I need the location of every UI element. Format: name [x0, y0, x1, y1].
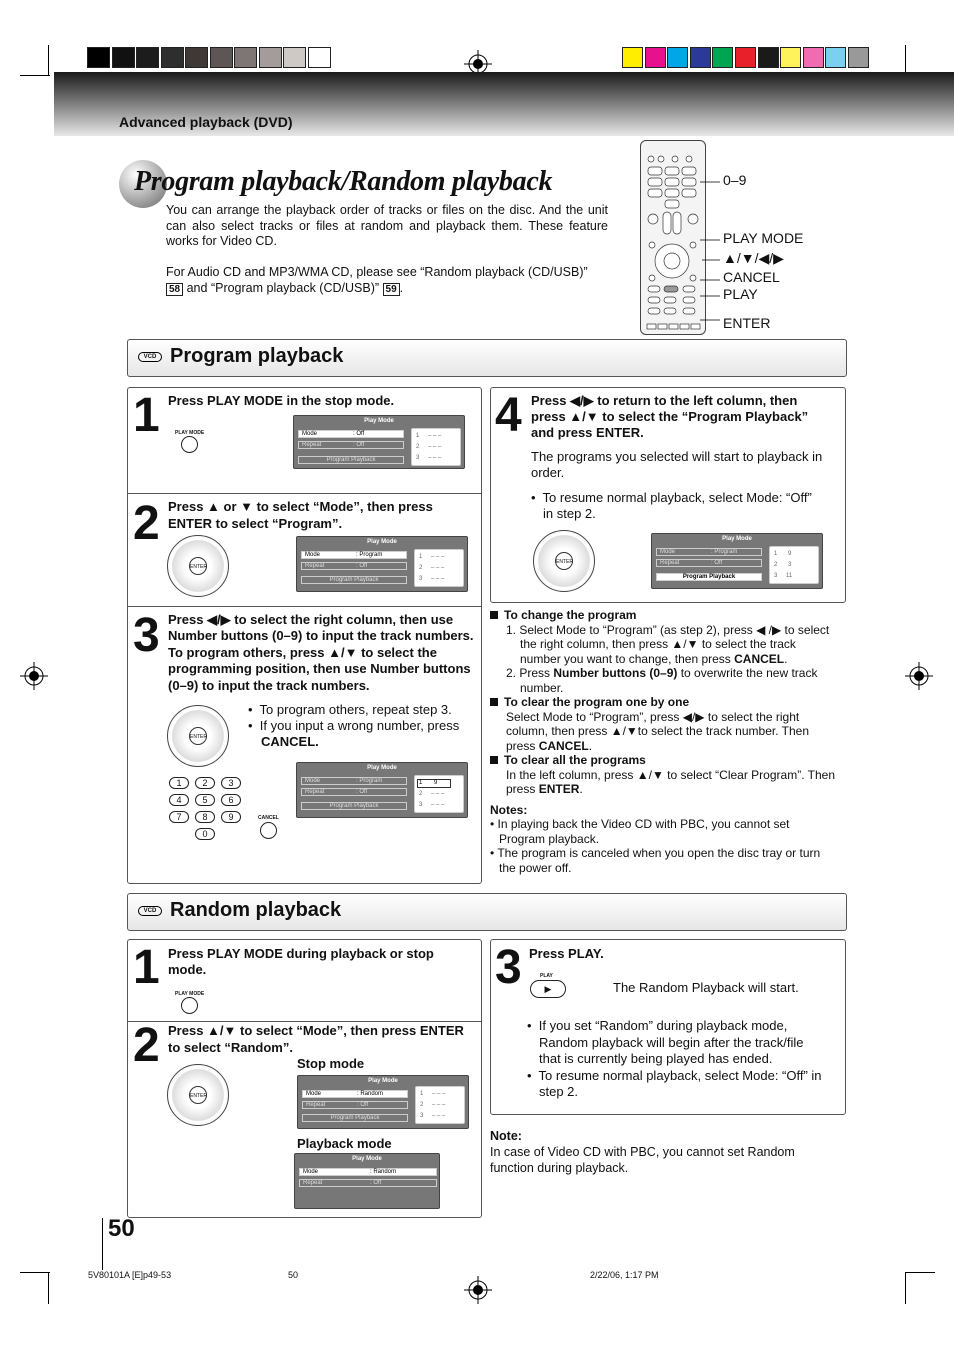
color-swatch: [690, 47, 711, 68]
remote-control-illustration: [640, 140, 706, 335]
registration-mark-icon: [905, 662, 933, 690]
step-number: 3: [495, 941, 520, 994]
crop-mark: [905, 45, 906, 75]
page-ref-badge: 58: [166, 283, 183, 296]
program-step4-text: Press ◀/▶ to return to the left column, then press ▲/▼ to select the “Program Playback” and press ENTER.: [531, 393, 809, 440]
color-swatch: [735, 47, 756, 68]
step-number: 2: [133, 1019, 158, 1072]
crop-mark: [905, 1272, 906, 1304]
color-swatch: [825, 47, 846, 68]
page-title: Program playback/Random playback: [134, 166, 553, 197]
program-step1-text: Press PLAY MODE in the stop mode.: [168, 393, 395, 408]
page-number: 50: [108, 1215, 135, 1242]
crop-mark: [20, 75, 50, 76]
color-swatch: [848, 47, 869, 68]
intro-paragraph: You can arrange the playback order of tracks or files on the disc. And the unit can also select tracks or files at random and playback them. These feature works for Video CD.: [166, 203, 608, 248]
number-key: 9: [221, 811, 241, 823]
color-swatch: [667, 47, 688, 68]
number-key: 5: [195, 794, 215, 806]
play-mode-button: [181, 436, 198, 453]
crop-mark: [48, 45, 49, 75]
enter-dial-icon: ENTER: [167, 535, 229, 597]
play-mode-screen: Play Mode Mode : Off Repeat : Off Program Playback 1 2 3 – – – – – – – – –: [293, 415, 465, 469]
remote-label-numbers: 0–9: [723, 172, 747, 188]
play-mode-screen: Play Mode Mode : Program Repeat : Off Program Playback 1 2 3 9 3 11: [651, 533, 823, 589]
program-step2-text: Press ▲ or ▼ to select “Mode”, then press ENTER to select “Program”.: [168, 499, 433, 531]
program-tips: To change the program 1. Select Mode to “Program” (as step 2), press ◀ /▶ to select the right column, then press ▲/▼ to select the track number you want to change, then press CANCEL. 2. Press Number buttons (0–9) to overwrite the new track number. To clear the program one by one Select Mode to “Program”, press ◀/▶ to select the right column, then press ▲/▼to select the track number. Then press CANCEL. To clear all the programs In the left column, press ▲/▼ to select “Clear Program”. Then press ENTER. Notes: • In playing back the Video CD with PBC, you cannot set Program playback. • The program is canceled when you open the disc tray or turn the power off.: [490, 608, 835, 875]
play-mode-button-label: PLAY MODE: [175, 991, 205, 997]
program-step3-text: Press ◀/▶ to select the right column, then use Number buttons (0–9) to input the track numbers. To program others, press ▲/▼ to select the programming position, then use Number buttons (0–9) to input the track numbers.: [168, 612, 474, 693]
program-step4-bullet: • To resume normal playback, select Mode: “Off” in step 2.: [531, 490, 812, 521]
step-number: 1: [133, 389, 158, 442]
number-key: 7: [169, 811, 189, 823]
number-key: 1: [169, 777, 189, 789]
vcd-badge-icon: VCD: [138, 352, 162, 362]
step-number: 2: [133, 497, 158, 550]
color-swatch: [645, 47, 666, 68]
random-playback-heading-band: [127, 893, 847, 931]
color-swatch: [259, 47, 282, 68]
intro-reference: For Audio CD and MP3/WMA CD, please see “Random playback (CD/USB)” 58 and “Program playback (CD/USB)” 59 .: [166, 265, 588, 295]
color-swatch: [758, 47, 779, 68]
color-swatch: [780, 47, 801, 68]
color-swatch: [210, 47, 233, 68]
play-mode-screen: Play Mode Mode : Program Repeat : Off Program Playback 1 9 2 3 – – – – – –: [296, 762, 468, 818]
enter-dial-icon: ENTER: [533, 530, 595, 592]
vcd-badge-icon: VCD: [138, 906, 162, 916]
footer-date: 2/22/06, 1:17 PM: [590, 1270, 659, 1280]
section-label: Advanced playback (DVD): [119, 114, 293, 130]
random-step3-bullets: • If you set “Random” during playback mode, Random playback will begin after the track/file that is currently being played has ended. • To resume normal playback, select Mode: “Off” in step 2.: [527, 1018, 822, 1099]
color-swatch: [234, 47, 257, 68]
program-playback-heading: Program playback: [170, 345, 344, 367]
play-mode-screen: Play Mode Mode : Random Repeat : Off: [294, 1153, 440, 1209]
color-swatch: [136, 47, 159, 68]
number-key: 6: [221, 794, 241, 806]
footer-file: 5V80101A [E]p49-53: [88, 1270, 172, 1280]
random-note: Note: In case of Video CD with PBC, you cannot set Random function during playback.: [490, 1129, 795, 1175]
crop-mark: [48, 1272, 49, 1304]
play-mode-button-label: PLAY MODE: [175, 430, 205, 436]
random-step1-text: Press PLAY MODE during playback or stop mode.: [168, 946, 434, 977]
color-swatch: [185, 47, 208, 68]
crop-mark: [905, 1272, 935, 1273]
remote-label-play: PLAY: [723, 286, 758, 302]
number-key: 2: [195, 777, 215, 789]
program-step4-result: The programs you selected will start to playback in order.: [531, 449, 823, 480]
random-playback-heading: Random playback: [170, 899, 342, 921]
remote-label-cancel: CANCEL: [723, 269, 780, 285]
random-step2-text: Press ▲/▼ to select “Mode”, then press ENTER to select “Random”.: [168, 1023, 464, 1055]
cancel-button-label: CANCEL: [258, 815, 279, 821]
page-ref-badge: 59: [383, 283, 400, 296]
enter-dial-icon: ENTER: [167, 705, 229, 767]
step-number: 4: [495, 389, 520, 442]
program-step3-bullets: • To program others, repeat step 3. • If you input a wrong number, press CANCEL.: [248, 702, 460, 749]
remote-label-arrows: ▲/▼/◀/▶: [723, 250, 784, 266]
play-button-label: PLAY: [540, 973, 553, 979]
cancel-button: [260, 822, 277, 839]
step-number: 1: [133, 941, 158, 994]
play-button: ▶: [530, 980, 566, 998]
number-key: 0: [195, 828, 215, 840]
color-swatch: [622, 47, 643, 68]
play-mode-screen: Play Mode Mode : Program Repeat : Off Program Playback 1 2 3 – – – – – – – – –: [296, 536, 468, 592]
footer-page: 50: [288, 1270, 299, 1280]
registration-mark-icon: [464, 1276, 492, 1304]
enter-dial-icon: ENTER: [167, 1064, 229, 1126]
color-swatch: [87, 47, 110, 68]
program-playback-heading-band: [127, 339, 847, 377]
color-swatch: [803, 47, 824, 68]
number-key: 3: [221, 777, 241, 789]
play-mode-button: [181, 997, 198, 1014]
number-key: 8: [195, 811, 215, 823]
registration-mark-icon: [20, 662, 48, 690]
color-swatch: [112, 47, 135, 68]
random-step3-text: Press PLAY.: [529, 946, 604, 961]
page-number-rule: [102, 1218, 103, 1270]
crop-mark: [20, 1272, 50, 1273]
step-number: 3: [133, 609, 158, 662]
color-swatch: [308, 47, 331, 68]
remote-label-enter: ENTER: [723, 315, 771, 331]
random-step3-result: The Random Playback will start.: [613, 980, 799, 995]
color-swatch: [283, 47, 306, 68]
number-key: 4: [169, 794, 189, 806]
playback-mode-label: Playback mode: [297, 1136, 392, 1151]
play-mode-screen: Play Mode Mode : Random Repeat : Off Program Playback 1 2 3 – – – – – – – – –: [297, 1075, 469, 1129]
remote-label-play-mode: PLAY MODE: [723, 230, 804, 246]
color-swatch: [161, 47, 184, 68]
color-swatch: [712, 47, 733, 68]
stop-mode-label: Stop mode: [297, 1056, 365, 1071]
